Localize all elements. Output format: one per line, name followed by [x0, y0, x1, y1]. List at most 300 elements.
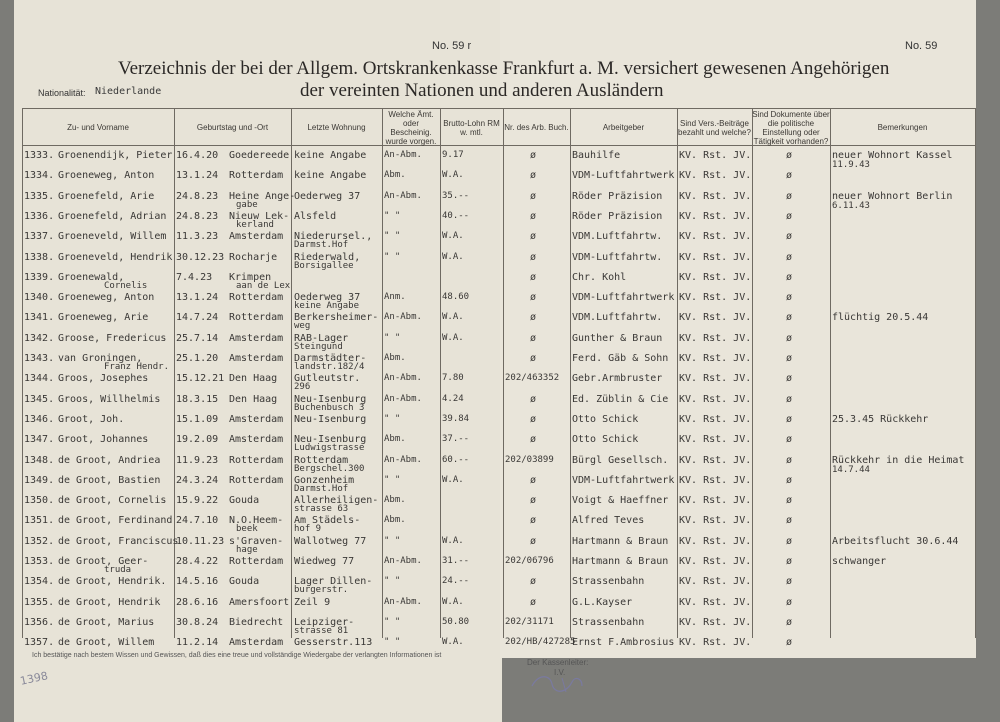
work-book-number: 202/31171 — [505, 616, 554, 627]
last-address: Alsfeld — [294, 210, 337, 222]
work-book-number: ø — [530, 495, 537, 507]
column-header: Nr. des Arb. Buch. — [504, 123, 569, 133]
political-documents: ø — [786, 190, 793, 202]
column-divider — [830, 108, 831, 638]
last-address-cont: Borsigallee — [294, 260, 354, 271]
remark-cont: 14.7.44 — [832, 464, 870, 475]
insurance-contributions: KV. Rst. JV. — [679, 515, 752, 527]
insurance-contributions: KV. Rst. JV. — [679, 271, 752, 283]
birth-date: 24.3.24 — [176, 474, 219, 486]
last-address: Niederursel., — [294, 231, 373, 243]
last-address: Gonzenheim — [294, 474, 355, 486]
remark: neuer Wohnort Berlin — [832, 190, 953, 202]
employer: Ernst F.Ambrosius — [572, 637, 675, 649]
birth-place: N.O.Heem- — [229, 515, 284, 527]
remark: Arbeitsflucht 30.6.44 — [832, 535, 959, 547]
employer: Ferd. Gäb & Sohn — [572, 353, 669, 364]
registration-type: An-Abm. — [384, 454, 422, 465]
column-divider — [752, 108, 753, 638]
birth-place: Rotterdam — [229, 292, 284, 304]
last-address: Darmstädter- — [294, 353, 367, 364]
registration-type: " " — [384, 210, 401, 221]
birth-place: Amsterdam — [229, 353, 284, 364]
employer: Gebr.Armbruster — [572, 373, 663, 385]
work-book-number: ø — [530, 210, 537, 222]
row-number: 1344. — [24, 373, 55, 385]
column-divider — [382, 108, 383, 638]
political-documents: ø — [786, 556, 793, 567]
last-address: Oederweg 37 — [294, 292, 361, 304]
work-book-number: ø — [530, 332, 537, 344]
registration-type: Anm. — [384, 292, 406, 303]
work-book-number: 202/06796 — [505, 556, 554, 566]
insurance-contributions: KV. Rst. JV. — [679, 393, 752, 405]
political-documents: ø — [786, 434, 793, 446]
row-number: 1339. — [24, 271, 55, 283]
last-address: Lager Dillen- — [294, 576, 373, 588]
work-book-number: ø — [530, 150, 537, 161]
employer: G.L.Kayser — [572, 596, 633, 608]
last-address: Neu-Isenburg — [294, 413, 367, 425]
row-number: 1355. — [24, 596, 55, 608]
last-address-cont: hof 9 — [294, 524, 322, 535]
person-name-cont: Franz Hendr. — [104, 362, 170, 372]
last-address: Leipziger- — [294, 616, 355, 628]
birth-date: 19.2.09 — [176, 434, 219, 446]
person-name: Groeneweg, Anton — [58, 292, 155, 304]
gross-wage: W.A. — [442, 312, 464, 323]
birth-place: Gouda — [229, 495, 260, 507]
political-documents: ø — [786, 393, 793, 405]
insurance-contributions: KV. Rst. JV. — [679, 190, 752, 202]
work-book-number: ø — [530, 353, 537, 364]
last-address-cont: landstr.182/4 — [294, 362, 365, 372]
employer: Strassenbahn — [572, 576, 645, 588]
registration-type: An-Abm. — [384, 190, 422, 201]
employer: Gunther & Braun — [572, 332, 663, 344]
row-number: 1335. — [24, 190, 55, 202]
insurance-contributions: KV. Rst. JV. — [679, 474, 752, 486]
birth-date: 16.4.20 — [176, 150, 219, 161]
insurance-contributions: KV. Rst. JV. — [679, 616, 752, 628]
gross-wage: W.A. — [442, 535, 464, 546]
column-header: Zu- und Vorname — [67, 123, 129, 133]
gross-wage: 4.24 — [442, 393, 464, 404]
birth-date: 11.2.14 — [176, 637, 219, 649]
employer: Otto Schick — [572, 413, 639, 425]
last-address: Wiedweg 77 — [294, 556, 355, 567]
last-address: keine Angabe — [294, 150, 367, 161]
person-name: Groos, Josephes — [58, 373, 149, 385]
birth-place: Goedereede — [229, 150, 290, 161]
document-title-line2: der vereinten Nationen und anderen Ausländern — [300, 80, 664, 101]
remark: neuer Wohnort Kassel — [832, 150, 953, 161]
employer: Röder Präzision — [572, 190, 663, 202]
employer: VDM-Luftfahrtw. — [572, 251, 663, 263]
insurance-contributions: KV. Rst. JV. — [679, 596, 752, 608]
last-address: Gesserstr.113 — [294, 637, 373, 649]
political-documents: ø — [786, 454, 793, 466]
column-header: Bemerkungen — [877, 123, 928, 133]
birth-place-cont: beek — [236, 524, 258, 535]
political-documents: ø — [786, 596, 793, 608]
signature-label: Der Kassenleiter: — [527, 658, 589, 667]
insurance-contributions: KV. Rst. JV. — [679, 413, 752, 425]
person-name: de Groot, Franciscus — [58, 535, 179, 547]
signature-iv: I.V. — [554, 668, 566, 677]
political-documents: ø — [786, 251, 793, 263]
column-divider — [677, 108, 678, 638]
employer: VDM.Luftfahrtw. — [572, 231, 663, 243]
person-name: Groeneveld, Willem — [58, 231, 167, 243]
work-book-number: ø — [530, 515, 537, 527]
last-address: keine Angabe — [294, 170, 367, 182]
remark-cont: 11.9.43 — [832, 160, 870, 170]
remark: 25.3.45 Rückkehr — [832, 413, 929, 425]
employer: Otto Schick — [572, 434, 639, 446]
registration-type: Abm. — [384, 434, 406, 445]
last-address-cont: 296 — [294, 382, 311, 393]
birth-date: 24.7.10 — [176, 515, 219, 527]
gross-wage: W.A. — [442, 596, 464, 607]
person-name: Groot, Johannes — [58, 434, 149, 446]
remark-cont: 6.11.43 — [832, 200, 870, 211]
person-name: de Groot, Bastien — [58, 474, 161, 486]
gross-wage: W.A. — [442, 231, 464, 242]
political-documents: ø — [786, 515, 793, 527]
table-header-rule — [22, 145, 975, 146]
registration-type: " " — [384, 332, 401, 343]
political-documents: ø — [786, 637, 793, 649]
column-divider — [22, 108, 23, 638]
row-number: 1353. — [24, 556, 55, 567]
work-book-number: 202/463352 — [505, 373, 560, 384]
gross-wage: 9.17 — [442, 150, 464, 160]
political-documents: ø — [786, 413, 793, 425]
political-documents: ø — [786, 373, 793, 385]
political-documents: ø — [786, 576, 793, 588]
gross-wage: W.A. — [442, 474, 464, 485]
remark: Rückkehr in die Heimat — [832, 454, 965, 466]
birth-date: 10.11.23 — [176, 535, 225, 547]
insurance-contributions: KV. Rst. JV. — [679, 312, 752, 324]
person-name: de Groot, Geer- — [58, 556, 149, 567]
registration-type: " " — [384, 535, 401, 546]
employer: VDM-Luftfahrtwerk — [572, 170, 675, 182]
last-address: Riederwald, — [294, 251, 361, 263]
page-number-left: No. 59 r — [432, 40, 472, 52]
gross-wage: 39.84 — [442, 413, 470, 424]
employer: Strassenbahn — [572, 616, 645, 628]
row-number: 1352. — [24, 535, 55, 547]
birth-place: Biedrecht — [229, 616, 284, 628]
birth-place: Amsterdam — [229, 332, 284, 344]
registration-type: An-Abm. — [384, 312, 422, 323]
remark: flüchtig 20.5.44 — [832, 312, 929, 324]
political-documents: ø — [786, 150, 793, 161]
employer: Bauhilfe — [572, 150, 621, 161]
birth-date: 25.7.14 — [176, 332, 219, 344]
work-book-number: 202/HB/427285 — [505, 637, 576, 648]
birth-place: Rotterdam — [229, 474, 284, 486]
column-divider — [503, 108, 504, 638]
table-top-rule — [22, 108, 975, 109]
person-name: de Groot, Andriea — [58, 454, 161, 466]
birth-date: 15.12.21 — [176, 373, 225, 385]
row-number: 1337. — [24, 231, 55, 243]
column-header: Arbeitgeber — [602, 123, 645, 133]
last-address-cont: Darmst.Hof — [294, 240, 349, 251]
last-address: Zeil 9 — [294, 596, 331, 608]
insurance-contributions: KV. Rst. JV. — [679, 556, 752, 567]
insurance-contributions: KV. Rst. JV. — [679, 170, 752, 182]
birth-place: s'Graven- — [229, 535, 284, 547]
row-number: 1334. — [24, 170, 55, 182]
last-address: Allerheiligen- — [294, 495, 379, 507]
person-name: Groenewald, — [58, 271, 125, 283]
political-documents: ø — [786, 332, 793, 344]
insurance-contributions: KV. Rst. JV. — [679, 292, 752, 304]
insurance-contributions: KV. Rst. JV. — [679, 637, 752, 649]
certification-text: Ich bestätige nach bestem Wissen und Gewissen, daß dies eine treue und vollständige Wiedergabe der verlangten Informationen ist — [32, 652, 442, 659]
registration-type: Abm. — [384, 515, 406, 526]
person-name: de Groot, Ferdinand — [58, 515, 173, 527]
work-book-number: ø — [530, 251, 537, 263]
work-book-number: ø — [530, 474, 537, 486]
registration-type: An-Abm. — [384, 150, 422, 160]
last-address: Berkersheimer- — [294, 312, 379, 324]
birth-place: Den Haag — [229, 393, 278, 405]
pencil-page-number: 1398 — [18, 669, 50, 688]
insurance-contributions: KV. Rst. JV. — [679, 251, 752, 263]
last-address-cont: Buchenbusch 3 — [294, 402, 365, 413]
last-address: Wallotweg 77 — [294, 535, 367, 547]
birth-place: Amsterdam — [229, 637, 284, 649]
column-divider — [291, 108, 292, 638]
birth-place: Rotterdam — [229, 170, 284, 182]
person-name: Groos, Willhelmis — [58, 393, 161, 405]
birth-date: 13.1.24 — [176, 170, 219, 182]
birth-place: Rotterdam — [229, 312, 284, 324]
person-name: de Groot, Hendrik — [58, 596, 161, 608]
person-name: van Groningen, — [58, 353, 143, 364]
column-divider — [975, 108, 976, 638]
birth-date: 14.7.24 — [176, 312, 219, 324]
work-book-number: ø — [530, 170, 537, 182]
registration-type: Abm. — [384, 495, 406, 506]
nationality-label: Nationalität: — [38, 88, 86, 98]
birth-place: Amsterdam — [229, 434, 284, 446]
birth-place-cont: aan de Lex — [236, 280, 291, 291]
insurance-contributions: KV. Rst. JV. — [679, 454, 752, 466]
last-address: RAB-Lager — [294, 332, 349, 344]
person-name: Groeneweg, Anton — [58, 170, 155, 182]
row-number: 1345. — [24, 393, 55, 405]
birth-place: Rotterdam — [229, 454, 284, 466]
birth-date: 15.9.22 — [176, 495, 219, 507]
gross-wage: 24.-- — [442, 576, 470, 587]
registration-type: " " — [384, 231, 401, 242]
birth-place: Amersfoort — [229, 596, 290, 608]
last-address-cont: strasse 63 — [294, 504, 349, 515]
registration-type: " " — [384, 576, 401, 587]
row-number: 1341. — [24, 312, 55, 324]
registration-type: " " — [384, 616, 401, 627]
birth-place: Krimpen — [229, 271, 272, 283]
document-title-line1: Verzeichnis der bei der Allgem. Ortskrankenkasse Frankfurt a. M. versichert gewesenen Angehörigen — [118, 58, 890, 79]
registration-type: " " — [384, 413, 401, 424]
work-book-number: ø — [530, 393, 537, 405]
birth-date: 28.4.22 — [176, 556, 219, 567]
work-book-number: ø — [530, 434, 537, 446]
last-address: Gutleutstr. — [294, 373, 361, 385]
last-address-cont: Ludwigstrasse — [294, 443, 365, 454]
political-documents: ø — [786, 353, 793, 364]
work-book-number: 202/03899 — [505, 454, 554, 465]
insurance-contributions: KV. Rst. JV. — [679, 150, 752, 161]
political-documents: ø — [786, 231, 793, 243]
employer: Ed. Züblin & Cie — [572, 393, 669, 405]
last-address: Am Städels- — [294, 515, 361, 527]
work-book-number: ø — [530, 271, 537, 283]
row-number: 1342. — [24, 332, 55, 344]
last-address: Rotterdam — [294, 454, 349, 466]
employer: Chr. Kohl — [572, 271, 627, 283]
employer: VDM-Luftfahrtwerk — [572, 292, 675, 304]
row-number: 1343. — [24, 353, 55, 364]
last-address-cont: keine Angabe — [294, 301, 360, 312]
birth-place: Rocharje — [229, 251, 278, 263]
row-number: 1338. — [24, 251, 55, 263]
birth-date: 30.12.23 — [176, 251, 225, 263]
person-name: de Groot, Cornelis — [58, 495, 167, 507]
registration-type: " " — [384, 637, 401, 648]
column-divider — [440, 108, 441, 638]
person-name: de Groot, Willem — [58, 637, 155, 649]
employer: VDM.Luftfahrtw. — [572, 312, 663, 324]
birth-date: 13.1.24 — [176, 292, 219, 304]
work-book-number: ø — [530, 413, 537, 425]
insurance-contributions: KV. Rst. JV. — [679, 210, 752, 222]
birth-place-cont: hage — [236, 544, 258, 555]
insurance-contributions: KV. Rst. JV. — [679, 353, 752, 364]
employer: Hartmann & Braun — [572, 556, 669, 567]
column-header: Sind Vers.-Beiträge bezahlt und welche? — [678, 118, 751, 137]
last-address-cont: Bergschel.300 — [294, 463, 365, 474]
person-name: Groenendijk, Pieter — [58, 150, 173, 161]
birth-place: Den Haag — [229, 373, 278, 385]
birth-place: Rotterdam — [229, 556, 284, 567]
political-documents: ø — [786, 312, 793, 324]
birth-date: 18.3.15 — [176, 393, 219, 405]
row-number: 1348. — [24, 454, 55, 466]
row-number: 1357. — [24, 637, 55, 649]
insurance-contributions: KV. Rst. JV. — [679, 231, 752, 243]
political-documents: ø — [786, 292, 793, 304]
column-header: Sind Dokumente über die politische Einstellung oder Tätigkeit vorhanden? — [752, 109, 830, 147]
gross-wage: 60.-- — [442, 454, 470, 465]
row-number: 1356. — [24, 616, 55, 628]
political-documents: ø — [786, 474, 793, 486]
registration-type: Abm. — [384, 170, 406, 181]
nationality-value: Niederlande — [95, 86, 162, 97]
work-book-number: ø — [530, 596, 537, 608]
row-number: 1340. — [24, 292, 55, 304]
insurance-contributions: KV. Rst. JV. — [679, 373, 752, 385]
gross-wage: 37.-- — [442, 434, 470, 445]
employer: Hartmann & Braun — [572, 535, 669, 547]
person-name: Groenefeld, Adrian — [58, 210, 167, 222]
birth-place: Nieuw Lek- — [229, 210, 290, 222]
row-number: 1349. — [24, 474, 55, 486]
last-address-cont: Darmst.Hof — [294, 483, 349, 494]
birth-place-cont: gabe — [236, 199, 258, 210]
work-book-number: ø — [530, 190, 537, 202]
gross-wage: 7.80 — [442, 373, 464, 384]
person-name: de Groot, Marius — [58, 616, 155, 628]
birth-place: Gouda — [229, 576, 260, 588]
column-header: Geburtstag und -Ort — [196, 123, 269, 133]
gross-wage: 31.-- — [442, 556, 470, 566]
birth-date: 11.3.23 — [176, 231, 219, 243]
person-name-cont: Cornelis — [104, 280, 148, 291]
registration-type: An-Abm. — [384, 373, 422, 384]
gross-wage: 50.80 — [442, 616, 470, 627]
employer: Alfred Teves — [572, 515, 645, 527]
birth-place: Amsterdam — [229, 413, 284, 425]
gross-wage: W.A. — [442, 251, 464, 262]
registration-type: " " — [384, 474, 401, 485]
registration-type: An-Abm. — [384, 393, 422, 404]
insurance-contributions: KV. Rst. JV. — [679, 535, 752, 547]
gross-wage: W.A. — [442, 170, 464, 181]
person-name: Groeneveld, Hendrik — [58, 251, 173, 263]
last-address-cont: burgerstr. — [294, 585, 349, 596]
column-header: Letzte Wohnung — [307, 123, 366, 133]
person-name: Groenefeld, Arie — [58, 190, 155, 202]
insurance-contributions: KV. Rst. JV. — [679, 495, 752, 507]
birth-place-cont: kerland — [236, 219, 274, 230]
gross-wage: 48.60 — [442, 292, 470, 303]
registration-type: An-Abm. — [384, 596, 422, 607]
registration-type: An-Abm. — [384, 556, 422, 566]
insurance-contributions: KV. Rst. JV. — [679, 332, 752, 344]
last-address: Oederweg 37 — [294, 190, 361, 202]
work-book-number: ø — [530, 231, 537, 243]
political-documents: ø — [786, 535, 793, 547]
employer: Voigt & Haeffner — [572, 495, 669, 507]
work-book-number: ø — [530, 312, 537, 324]
registration-type: Abm. — [384, 353, 406, 363]
column-header: Brutto-Lohn RM w. mtl. — [443, 118, 500, 137]
column-divider — [174, 108, 175, 638]
employer: Bürgl Gesellsch. — [572, 454, 669, 466]
row-number: 1347. — [24, 434, 55, 446]
row-number: 1351. — [24, 515, 55, 527]
last-address-cont: Steingund — [294, 341, 343, 352]
birth-date: 28.6.16 — [176, 596, 219, 608]
birth-date: 25.1.20 — [176, 353, 219, 364]
row-number: 1336. — [24, 210, 55, 222]
last-address-cont: strasse 81 — [294, 625, 349, 636]
birth-date: 24.8.23 — [176, 190, 219, 202]
column-divider — [570, 108, 571, 638]
political-documents: ø — [786, 170, 793, 182]
column-header: Welche Ämt. oder Bescheinig. wurde vorgen. — [385, 109, 437, 147]
work-book-number: ø — [530, 292, 537, 304]
gross-wage: 35.-- — [442, 190, 470, 201]
birth-place: Amsterdam — [229, 231, 284, 243]
